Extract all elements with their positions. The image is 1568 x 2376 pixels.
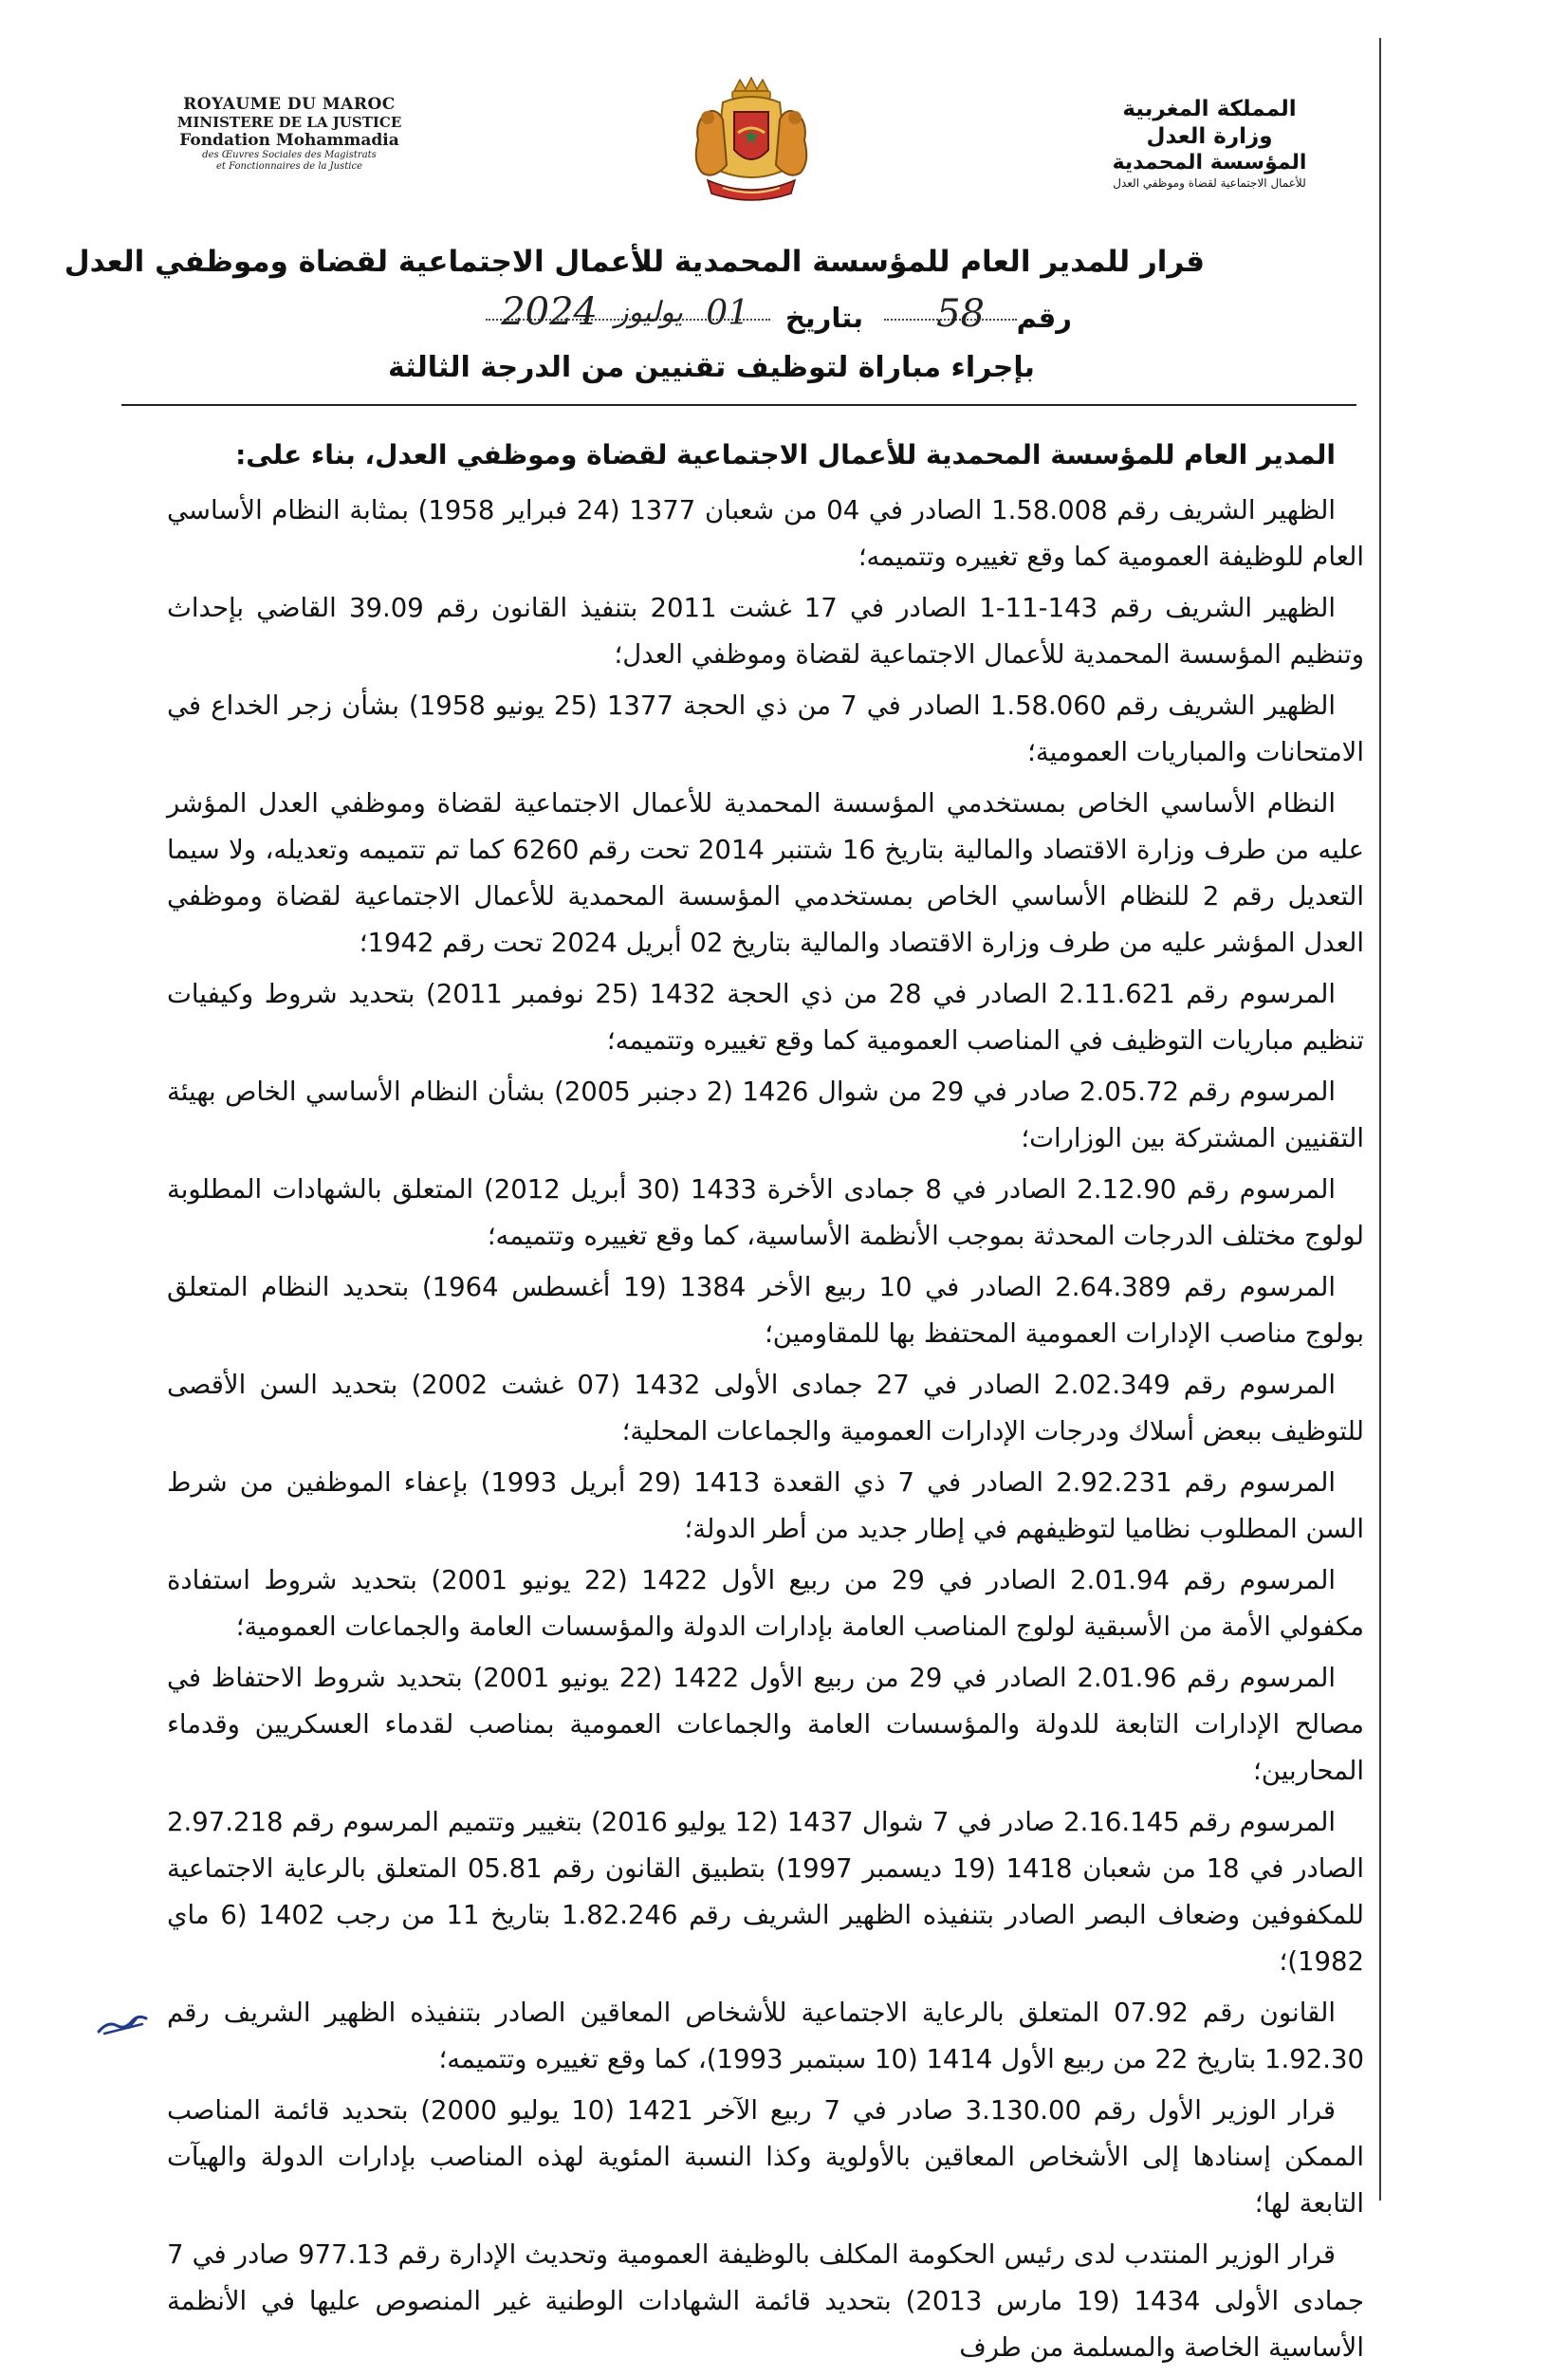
legal-reference-paragraph: المرسوم رقم 2.05.72 صادر في 29 من شوال 1426 (2 دجنبر 2005) بشأن النظام الأساسي الخاص بهيئة التقنيين المشتركة بين الوزارات؛: [167, 1077, 1364, 1153]
french-foundation-sub-1: des Œuvres Sociales des Magistrats: [202, 150, 377, 160]
french-ministry: MINISTERE DE LA JUSTICE: [176, 114, 402, 131]
legal-reference-paragraph: القانون رقم 07.92 المتعلق بالرعاية الاجتماعية للأشخاص المعاقين الصادر بتنفيذه الظهير الشريف رقم 1.92.30 بتاريخ 22 من ربيع الأول 1414 (10 سبتمبر 1993)، كما وقع تغييره وتتميمه؛: [167, 1998, 1364, 2074]
legal-reference-paragraph: قرار الوزير المنتدب لدى رئيس الحكومة المكلف بالوظيفة العمومية وتحديث الإدارة رقم 977.13 صادر في 7 جمادى الأولى 1434 (19 مارس 2013) بتحديد قائمة الشهادات الوطنية غير المنصوص عليها في الأنظمة الأساسية الخاصة والمسلمة من طرف: [167, 2239, 1365, 2363]
legal-reference-paragraph: المرسوم رقم 2.11.621 الصادر في 28 من ذي الحجة 1432 (25 نوفمبر 2011) بتحديد شروط وكيفيات تنظيم مباريات التوظيف في المناصب العمومية كما وقع تغييره وتتميمه؛: [167, 979, 1364, 1056]
legal-reference-paragraph: الظهير الشريف رقم 143-11-1 الصادر في 17 غشت 2011 بتنفيذ القانون رقم 39.09 القاضي بإحداث وتنظيم المؤسسة المحمدية للأعمال الاجتماعية لقضاة وموظفي العدل؛: [167, 593, 1364, 670]
page-edge-line: [1379, 38, 1381, 2201]
legal-reference-paragraph: الظهير الشريف رقم 1.58.060 الصادر في 7 من ذي الحجة 1377 (25 يونيو 1958) بشأن زجر الخداع في الامتحانات والمباريات العمومية؛: [167, 691, 1364, 767]
legal-reference-paragraph: المرسوم رقم 2.92.231 الصادر في 7 ذي القعدة 1413 (29 أبريل 1993) بإعفاء الموظفين من شرط السن المطلوب نظاميا لتوظيفهم في إطار جديد من أطر الدولة؛: [167, 1467, 1364, 1544]
french-foundation-sub-2: et Fonctionnaires de la Justice: [215, 161, 362, 172]
date-month: يوليوز: [614, 296, 683, 329]
number-value: 58: [936, 292, 985, 336]
arabic-kingdom: المملكة المغربية: [1122, 97, 1297, 121]
preamble: المدير العام للمؤسسة المحمدية للأعمال الاجتماعية لقضاة وموظفي العدل، بناء على:: [235, 439, 1336, 470]
french-kingdom: ROYAUME DU MAROC: [183, 95, 396, 114]
coat-of-arms-icon: [685, 74, 818, 207]
french-letterhead: [152, 95, 427, 173]
arabic-foundation: المؤسسة المحمدية: [1112, 151, 1307, 175]
decision-body: [167, 432, 1364, 2376]
date-day: 01: [706, 294, 749, 333]
decision-number-date-line: [351, 290, 1072, 343]
arabic-foundation-sub: للأعمال الاجتماعية لقضاة وموظفي العدل: [1113, 176, 1306, 190]
number-label: رقم: [1016, 302, 1072, 334]
date-year: 2024: [501, 290, 598, 334]
legal-reference-paragraph: الظهير الشريف رقم 1.58.008 الصادر في 04 من شعبان 1377 (24 فبراير 1958) بمثابة النظام الأساسي العام للوظيفة العمومية كما وقع تغييره وتتميمه؛: [167, 495, 1364, 572]
legal-reference-paragraph: المرسوم رقم 2.01.94 الصادر في 29 من ربيع الأول 1422 (22 يونيو 2001) بتحديد شروط استفادة مكفولي الأمة من الأسبقية لولوج المناصب العامة بإدارات الدولة والمؤسسات العامة والجماعات العمومية؛: [167, 1565, 1364, 1642]
legal-reference-paragraph: المرسوم رقم 2.02.349 الصادر في 27 جمادى الأولى 1432 (07 غشت 2002) بتحديد السن الأقصى للتوظيف ببعض أسلاك ودرجات الإدارات العمومية والجماعات المحلية؛: [167, 1370, 1364, 1446]
legal-reference-paragraph: المرسوم رقم 2.01.96 الصادر في 29 من ربيع الأول 1422 (22 يونيو 2001) بتحديد شروط الاحتفاظ في مصالح الإدارات التابعة للدولة والمؤسسات العامة والجماعات العمومية بمناصب لقدماء العسكريين وقدماء المحاربين؛: [167, 1663, 1364, 1786]
decision-title: قرار للمدير العام للمؤسسة المحمدية للأعمال الاجتماعية لقضاة وموظفي العدل: [64, 245, 1205, 279]
pen-mark-icon: [95, 2013, 150, 2037]
title-separator: [121, 404, 1356, 406]
arabic-ministry: وزارة العدل: [1146, 124, 1273, 149]
decision-subject: بإجراء مباراة لتوظيف تقنيين من الدرجة الثالثة: [388, 351, 1035, 384]
legal-reference-paragraph: المرسوم رقم 2.12.90 الصادر في 8 جمادى الأخرة 1433 (30 أبريل 2012) المتعلق بالشهادات المطلوبة لولوج مختلف الدرجات المحدثة بموجب الأنظمة الأساسية، كما وقع تغييره وتتميمه؛: [167, 1174, 1364, 1251]
legal-reference-paragraph: المرسوم رقم 2.16.145 صادر في 7 شوال 1437 (12 يوليو 2016) بتغيير وتتميم المرسوم رقم 2.97.218 الصادر في 18 من شعبان 1418 (19 ديسمبر 1997) بتطبيق القانون رقم 05.81 المتعلق بالرعاية الاجتماعية للمكفوفين وضعاف البصر الصادر بتنفيذه الظهير الشريف رقم 1.82.246 بتاريخ 11 من رجب 1402 (6 ماي 1982)؛: [167, 1807, 1364, 1977]
legal-reference-paragraph: قرار الوزير الأول رقم 3.130.00 صادر في 7 ربيع الآخر 1421 (10 يوليو 2000) بتحديد قائمة المناصب الممكن إسنادها إلى الأشخاص المعاقين بالأولوية وكذا النسبة المئوية لهذه المناصب بإدارات الدولة والهيآت التابعة لها؛: [167, 2095, 1364, 2219]
legal-reference-paragraph: المرسوم رقم 2.64.389 الصادر في 10 ربيع الأخر 1384 (19 أغسطس 1964) بتحديد النظام المتعلق بولوج مناصب الإدارات العمومية المحتفظ بها للمقاومين؛: [167, 1272, 1364, 1349]
date-label: بتاريخ: [784, 302, 863, 334]
french-foundation: Fondation Mohammadia: [179, 131, 399, 150]
arabic-letterhead: [1072, 95, 1347, 190]
legal-reference-paragraph: النظام الأساسي الخاص بمستخدمي المؤسسة المحمدية للأعمال الاجتماعية لقضاة وموظفي العدل المؤشر عليه من طرف وزارة الاقتصاد والمالية بتاريخ 16 شتنبر 2014 تحت رقم 6260 كما تم تتميمه وتعديله، ولا سيما التعديل رقم 2 للنظام الأساسي الخاص بمستخدمي المؤسسة المحمدية للأعمال الاجتماعية لقضاة وموظفي العدل المؤشر عليه من طرف وزارة الاقتصاد والمالية بتاريخ 02 أبريل 2024 تحت رقم 1942؛: [167, 788, 1364, 958]
